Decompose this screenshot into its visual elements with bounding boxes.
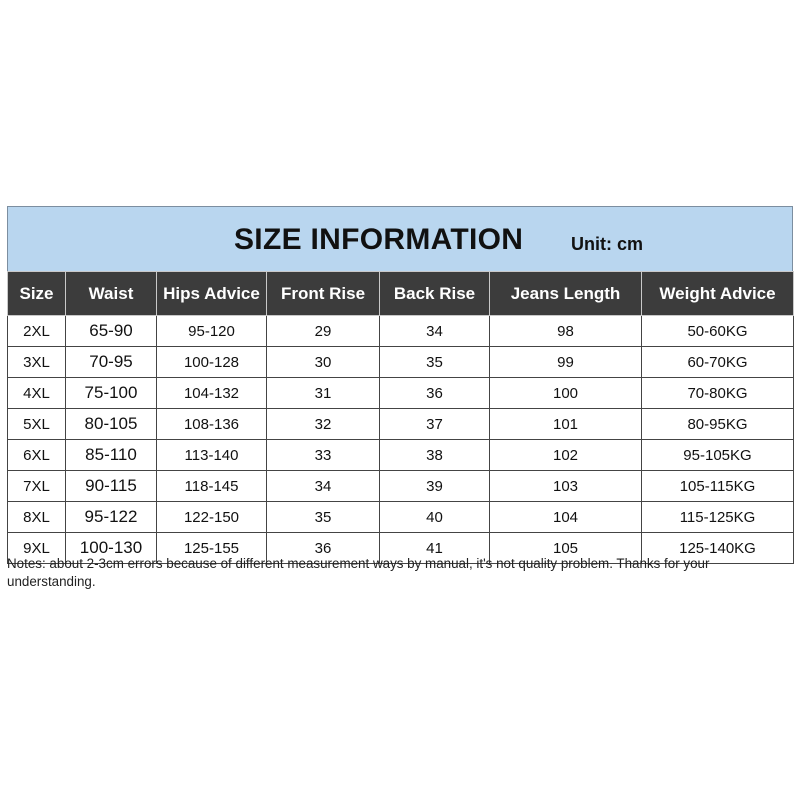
cell-size: 2XL bbox=[8, 316, 66, 347]
table-row bbox=[8, 440, 794, 471]
cell-back-rise: 41 bbox=[380, 533, 490, 564]
cell-jeans-length: 101 bbox=[490, 409, 642, 440]
cell-hips-advice: 108-136 bbox=[157, 409, 267, 440]
table-row bbox=[8, 409, 794, 440]
cell-jeans-length: 99 bbox=[490, 347, 642, 378]
cell-jeans-length: 102 bbox=[490, 440, 642, 471]
cell-front-rise: 31 bbox=[267, 378, 380, 409]
page-title: SIZE INFORMATION bbox=[234, 223, 524, 256]
table-row bbox=[8, 316, 794, 347]
cell-waist: 65-90 bbox=[66, 316, 157, 347]
cell-back-rise: 36 bbox=[380, 378, 490, 409]
cell-waist: 95-122 bbox=[66, 502, 157, 533]
cell-weight-advice: 115-125KG bbox=[642, 502, 794, 533]
cell-jeans-length: 98 bbox=[490, 316, 642, 347]
unit-label: Unit: cm bbox=[571, 234, 643, 254]
cell-weight-advice: 125-140KG bbox=[642, 533, 794, 564]
cell-size: 7XL bbox=[8, 471, 66, 502]
cell-size: 3XL bbox=[8, 347, 66, 378]
cell-back-rise: 35 bbox=[380, 347, 490, 378]
cell-front-rise: 29 bbox=[267, 316, 380, 347]
title-bar bbox=[7, 206, 793, 271]
cell-size: 9XL bbox=[8, 533, 66, 564]
table-body bbox=[8, 316, 794, 564]
cell-waist: 85-110 bbox=[66, 440, 157, 471]
cell-back-rise: 37 bbox=[380, 409, 490, 440]
cell-hips-advice: 104-132 bbox=[157, 378, 267, 409]
cell-size: 6XL bbox=[8, 440, 66, 471]
cell-front-rise: 35 bbox=[267, 502, 380, 533]
table-row bbox=[8, 502, 794, 533]
cell-waist: 80-105 bbox=[66, 409, 157, 440]
cell-back-rise: 40 bbox=[380, 502, 490, 533]
column-header-jeans-length: Jeans Length bbox=[490, 272, 642, 316]
cell-jeans-length: 100 bbox=[490, 378, 642, 409]
cell-waist: 100-130 bbox=[66, 533, 157, 564]
cell-weight-advice: 50-60KG bbox=[642, 316, 794, 347]
cell-front-rise: 33 bbox=[267, 440, 380, 471]
table-row bbox=[8, 471, 794, 502]
cell-front-rise: 34 bbox=[267, 471, 380, 502]
cell-front-rise: 36 bbox=[267, 533, 380, 564]
cell-jeans-length: 105 bbox=[490, 533, 642, 564]
cell-hips-advice: 100-128 bbox=[157, 347, 267, 378]
column-header-front-rise: Front Rise bbox=[267, 272, 380, 316]
size-chart bbox=[7, 206, 793, 564]
cell-waist: 75-100 bbox=[66, 378, 157, 409]
table-row bbox=[8, 378, 794, 409]
cell-weight-advice: 70-80KG bbox=[642, 378, 794, 409]
cell-waist: 70-95 bbox=[66, 347, 157, 378]
cell-jeans-length: 104 bbox=[490, 502, 642, 533]
column-header-size: Size bbox=[8, 272, 66, 316]
size-table bbox=[7, 271, 794, 564]
column-header-back-rise: Back Rise bbox=[380, 272, 490, 316]
cell-hips-advice: 113-140 bbox=[157, 440, 267, 471]
cell-weight-advice: 80-95KG bbox=[642, 409, 794, 440]
cell-weight-advice: 105-115KG bbox=[642, 471, 794, 502]
cell-jeans-length: 103 bbox=[490, 471, 642, 502]
cell-back-rise: 34 bbox=[380, 316, 490, 347]
cell-back-rise: 39 bbox=[380, 471, 490, 502]
column-header-waist: Waist bbox=[66, 272, 157, 316]
cell-size: 8XL bbox=[8, 502, 66, 533]
notes-text: Notes: about 2-3cm errors because of different measurement ways by manual, it's not quality problem. Thanks for your understanding. bbox=[7, 556, 710, 589]
cell-size: 5XL bbox=[8, 409, 66, 440]
cell-weight-advice: 95-105KG bbox=[642, 440, 794, 471]
header-row bbox=[8, 272, 794, 316]
cell-front-rise: 32 bbox=[267, 409, 380, 440]
cell-weight-advice: 60-70KG bbox=[642, 347, 794, 378]
table-row bbox=[8, 347, 794, 378]
column-header-hips-advice: Hips Advice bbox=[157, 272, 267, 316]
cell-hips-advice: 122-150 bbox=[157, 502, 267, 533]
cell-front-rise: 30 bbox=[267, 347, 380, 378]
cell-size: 4XL bbox=[8, 378, 66, 409]
cell-back-rise: 38 bbox=[380, 440, 490, 471]
cell-hips-advice: 95-120 bbox=[157, 316, 267, 347]
cell-waist: 90-115 bbox=[66, 471, 157, 502]
column-header-weight-advice: Weight Advice bbox=[642, 272, 794, 316]
cell-hips-advice: 118-145 bbox=[157, 471, 267, 502]
cell-hips-advice: 125-155 bbox=[157, 533, 267, 564]
